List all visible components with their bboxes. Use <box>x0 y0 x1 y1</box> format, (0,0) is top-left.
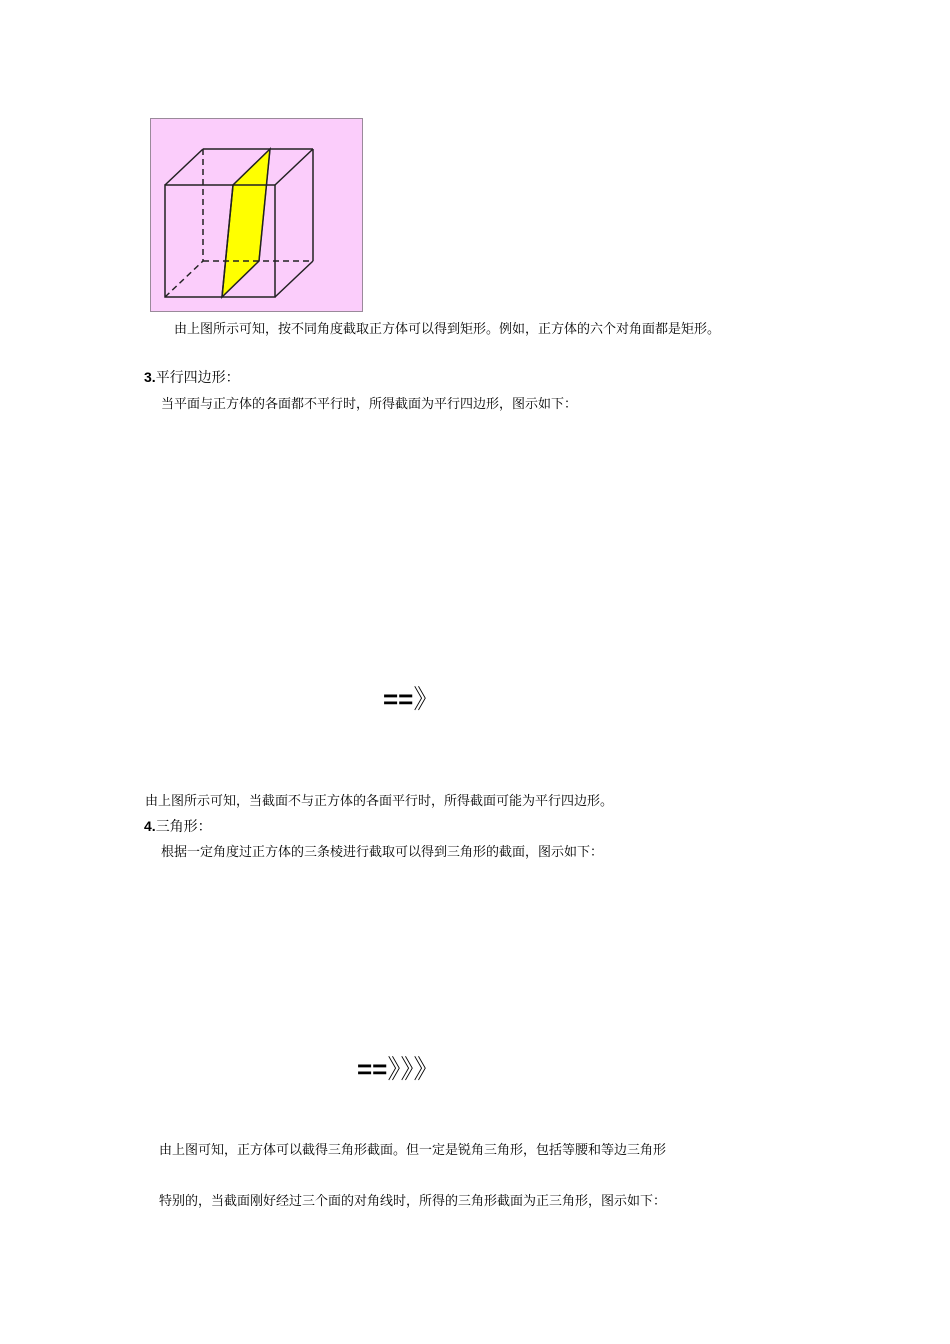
cube-section-figure <box>150 118 363 312</box>
double-equals: == <box>383 684 414 714</box>
heading-number: 3. <box>144 369 156 385</box>
heading-label: 三角形： <box>155 819 212 835</box>
heading-parallelogram <box>144 368 240 387</box>
arrow-indicator-1 <box>383 684 439 715</box>
paragraph-parallelogram-conclusion: 由上图所示可知，当截面不与正方体的各面平行时，所得截面可能为平行四边形。 <box>145 794 614 809</box>
paragraph-triangle-intro: 根据一定角度过正方体的三条棱进行截取可以得到三角形的截面，图示如下： <box>161 845 604 860</box>
paragraph-equilateral-special: 特别的，当截面刚好经过三个面的对角线时，所得的三角形截面为正三角形，图示如下： <box>159 1194 667 1209</box>
heading-triangle <box>144 817 212 836</box>
heading-number: 4. <box>144 818 156 834</box>
heading-label: 平行四边形： <box>155 370 240 386</box>
triple-chevron-arrow-icon: 》》》 <box>387 1055 440 1085</box>
paragraph-rectangle-conclusion: 由上图所示可知，按不同角度截取正方体可以得到矩形。例如，正方体的六个对角面都是矩形。 <box>174 322 721 337</box>
arrow-indicator-2 <box>357 1054 439 1085</box>
chevron-arrow-icon: 》 <box>413 685 440 715</box>
double-equals: == <box>357 1054 388 1084</box>
cube-rectangle-section-icon <box>151 119 362 311</box>
paragraph-parallelogram-intro: 当平面与正方体的各面都不平行时，所得截面为平行四边形，图示如下： <box>161 397 578 412</box>
paragraph-triangle-conclusion: 由上图可知，正方体可以截得三角形截面。但一定是锐角三角形，包括等腰和等边三角形 <box>159 1143 667 1158</box>
